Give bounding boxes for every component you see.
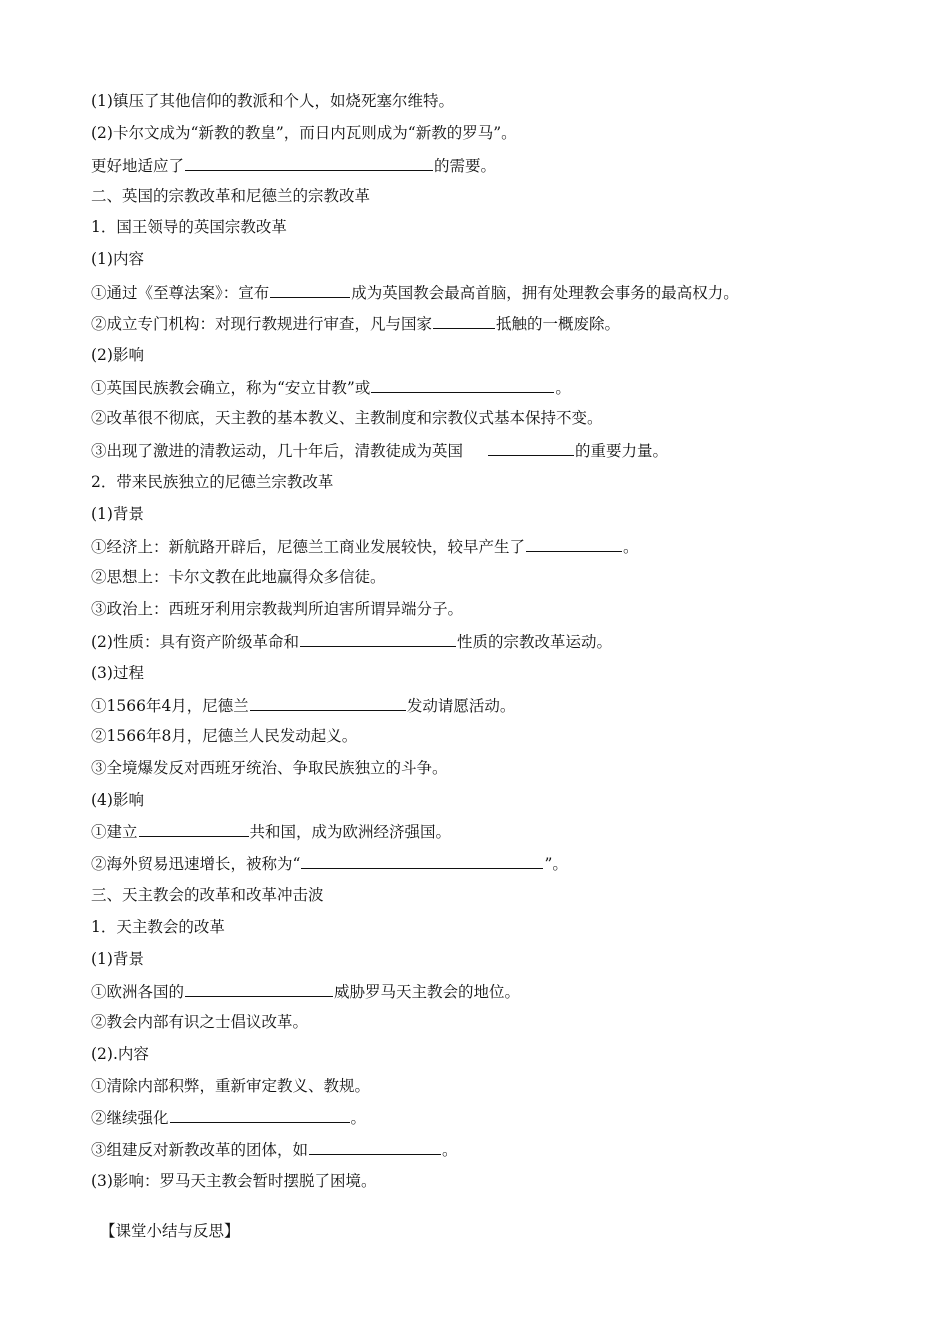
answer-blank[interactable] bbox=[371, 374, 554, 393]
fill-line: ①1566年4月，尼德兰 发动请愿活动。 bbox=[91, 692, 515, 718]
text-line: (2)卡尔文成为“新教的教皇”，而日内瓦则成为“新教的罗马”。 bbox=[91, 124, 517, 142]
answer-blank[interactable] bbox=[139, 818, 249, 837]
text-line: ②教会内部有识之士倡议改革。 bbox=[91, 1013, 309, 1031]
text-line: (1)内容 bbox=[91, 250, 144, 268]
text-line: (1)镇压了其他信仰的教派和个人，如烧死塞尔维特。 bbox=[91, 92, 454, 110]
text-line: ③政治上：西班牙利用宗教裁判所迫害所谓异端分子。 bbox=[91, 600, 464, 618]
fill-line: ①建立 共和国，成为欧洲经济强国。 bbox=[91, 818, 451, 844]
text-line: (3)过程 bbox=[91, 664, 144, 682]
fill-line: ③出现了激进的清教运动，几十年后，清教徒成为英国 的重要力量。 bbox=[91, 437, 668, 463]
fill-line: ①通过《至尊法案》：宣布 成为英国教会最高首脑，拥有处理教会事务的最高权力。 bbox=[91, 279, 739, 305]
answer-blank[interactable] bbox=[309, 1136, 441, 1155]
answer-blank[interactable] bbox=[488, 437, 574, 456]
answer-blank[interactable] bbox=[300, 628, 456, 647]
answer-blank[interactable] bbox=[170, 1104, 350, 1123]
text-line: (4)影响 bbox=[91, 791, 144, 809]
fill-line: ①英国民族教会确立，称为“安立甘教”或 。 bbox=[91, 374, 571, 400]
subsection-heading: 2．带来民族独立的尼德兰宗教改革 bbox=[91, 473, 334, 491]
fill-line: ②海外贸易迅速增长，被称为“ ”。 bbox=[91, 850, 568, 876]
answer-blank[interactable] bbox=[185, 978, 333, 997]
fill-line: ①经济上：新航路开辟后，尼德兰工商业发展较快，较早产生了 。 bbox=[91, 533, 639, 559]
text-line: (1)背景 bbox=[91, 505, 144, 523]
text-line: (1)背景 bbox=[91, 950, 144, 968]
section-heading: 三、天主教会的改革和改革冲击波 bbox=[91, 886, 324, 904]
fill-line: ①欧洲各国的 威胁罗马天主教会的地位。 bbox=[91, 978, 520, 1004]
text-line: (3)影响：罗马天主教会暂时摆脱了困境。 bbox=[91, 1172, 377, 1190]
text-line: ②思想上：卡尔文教在此地赢得众多信徒。 bbox=[91, 568, 386, 586]
answer-blank[interactable] bbox=[301, 850, 543, 869]
section-heading: 二、英国的宗教改革和尼德兰的宗教改革 bbox=[91, 187, 371, 205]
answer-blank[interactable] bbox=[250, 692, 406, 711]
subsection-heading: 1．天主教会的改革 bbox=[91, 918, 225, 936]
fill-line: 更好地适应了 的需要。 bbox=[91, 152, 496, 178]
answer-blank[interactable] bbox=[433, 310, 495, 329]
subsection-heading: 1．国王领导的英国宗教改革 bbox=[91, 218, 287, 236]
text-line: ③全境爆发反对西班牙统治、争取民族独立的斗争。 bbox=[91, 759, 448, 777]
fill-line: ②继续强化 。 bbox=[91, 1104, 366, 1130]
answer-blank[interactable] bbox=[185, 152, 433, 171]
fill-line: ③组建反对新教改革的团体，如 。 bbox=[91, 1136, 458, 1162]
text-line: (2)影响 bbox=[91, 346, 144, 364]
fill-line: ②成立专门机构：对现行教规进行审查，凡与国家 抵触的一概废除。 bbox=[91, 310, 620, 336]
text-line: (2).内容 bbox=[91, 1045, 149, 1063]
fill-line: (2)性质：具有资产阶级革命和 性质的宗教改革运动。 bbox=[91, 628, 612, 654]
answer-blank[interactable] bbox=[270, 279, 350, 298]
text-line: ②1566年8月，尼德兰人民发动起义。 bbox=[91, 727, 358, 745]
summary-heading: 【课堂小结与反思】 bbox=[100, 1222, 240, 1240]
text-line: ①清除内部积弊，重新审定教义、教规。 bbox=[91, 1077, 371, 1095]
answer-blank[interactable] bbox=[526, 533, 622, 552]
text-line: ②改革很不彻底，天主教的基本教义、主教制度和宗教仪式基本保持不变。 bbox=[91, 409, 603, 427]
